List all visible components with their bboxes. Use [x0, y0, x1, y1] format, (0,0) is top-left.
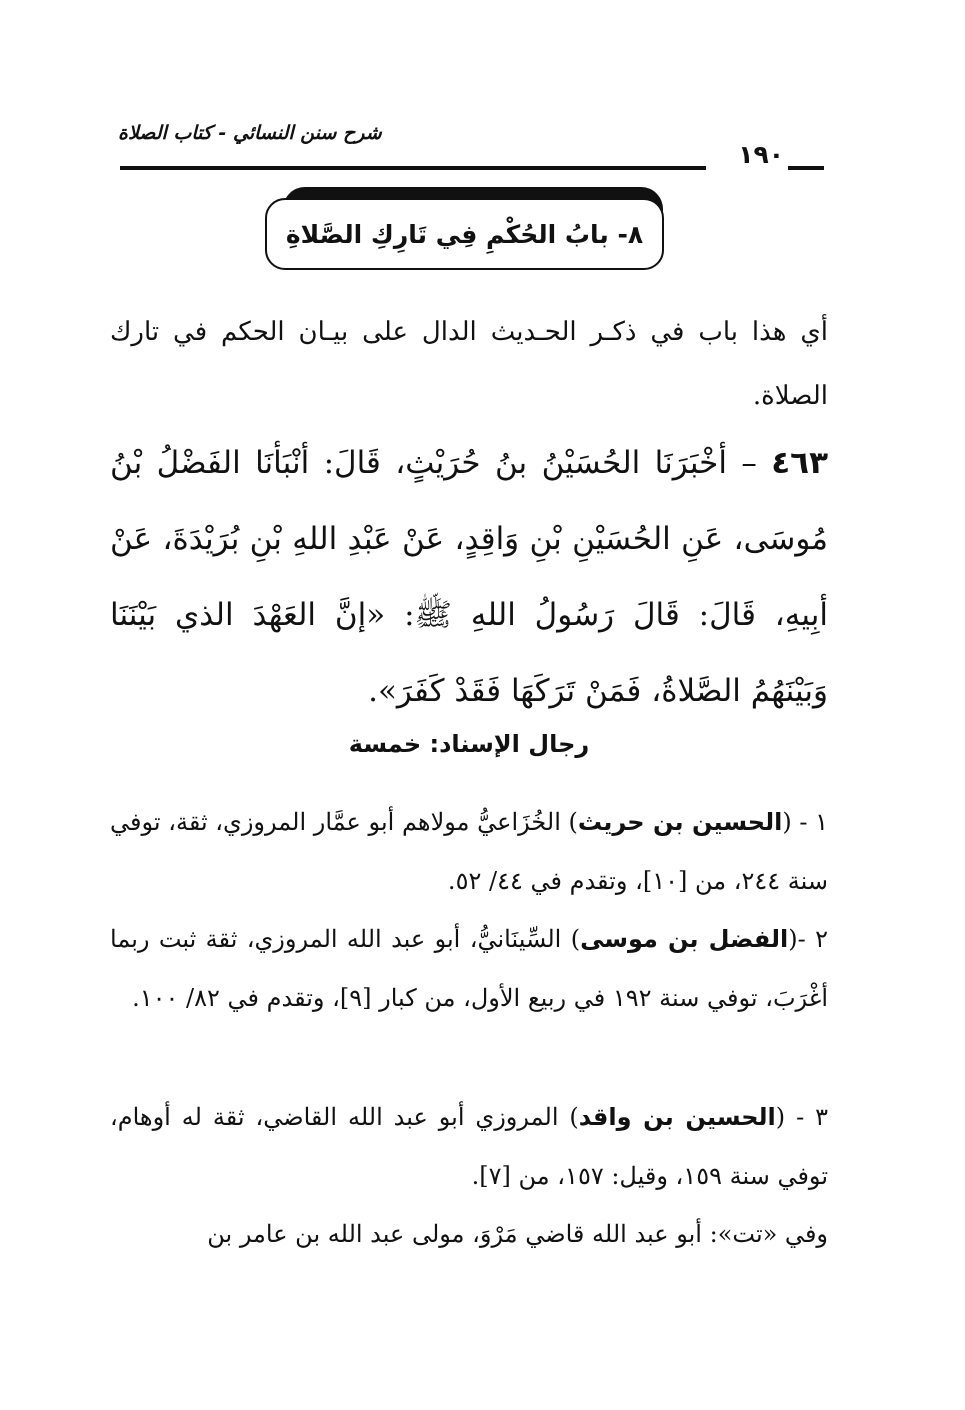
intro-paragraph: أي هذا باب في ذكـر الحـديث الدال على بيـان الحكم في تارك الصلاة. [110, 317, 828, 411]
page-number: ١٩٠ [738, 140, 784, 169]
narrator-prefix: ١ - ( [782, 808, 828, 836]
narrator-name: الحسين بن واقد [578, 1103, 776, 1131]
chapter-title-box [265, 198, 664, 270]
header-rule-short [788, 166, 824, 170]
narrator-note: وفي «تت»: أبو عبد الله قاضي مَرْوَ، مولى عبد الله بن عامر بن [207, 1220, 828, 1248]
narrator-name: الحسين بن حريث [577, 808, 783, 836]
narrator-prefix: ٣ - ( [775, 1103, 829, 1131]
running-title: شرح سنن النسائي - كتاب الصلاة [118, 122, 382, 144]
narrator-details: ) السِّينَانيُّ، أبو عبد الله المروزي، ثقة ثبت ربما أغْرَبَ، توفي سنة ١٩٢ في ربيع الأول، من كبار [٩]، وتقدم في ٨٢/ ١٠٠. [110, 925, 828, 1012]
narrator-details: ) الخُزَاعيُّ مولاهم أبو عمَّار المروزي، ثقة، توفي سنة ٢٤٤، من [١٠]، وتقدم في ٤٤/ ٥٢. [110, 808, 828, 895]
chapter-title: ٨- بابُ الحُكْمِ فِي تَارِكِ الصَّلاةِ [285, 219, 644, 249]
narrator-entry-2 [110, 910, 828, 1028]
narrator-prefix: ٢ -( [788, 925, 828, 953]
hadith-text: – أخْبَرَنَا الحُسَيْنُ بنُ حُرَيْثٍ، قَالَ: أنْبَأنَا الفَضْلُ بْنُ مُوسَى، عَنِ الحُسَيْنِ بْنِ وَاقِدٍ، عَنْ عَبْدِ اللهِ بْنِ بُرَيْدَةَ، عَنْ أبِيهِ، قَالَ: قَالَ رَسُولُ اللهِ ﷺ: «إنَّ العَهْدَ الذي بَيْنَنَا وَبَيْنَهُمُ الصَّلاةُ، فَمَنْ تَرَكَهَا فَقَدْ كَفَرَ». [110, 445, 828, 709]
hadith-paragraph [110, 425, 828, 729]
narrator-details: ) المروزي أبو عبد الله القاضي، ثقة له أوهام، توفي سنة ١٥٩، وقيل: ١٥٧، من [٧]. [110, 1103, 828, 1190]
narrator-entry-3 [110, 1088, 828, 1206]
isnad-heading: رجال الإسناد: خمسة [348, 730, 590, 758]
header-rule [120, 166, 706, 170]
hadith-number: ٤٦٣ [771, 445, 828, 481]
narrator-entry-1 [110, 793, 828, 911]
narrator-name: الفضل بن موسى [580, 925, 789, 953]
